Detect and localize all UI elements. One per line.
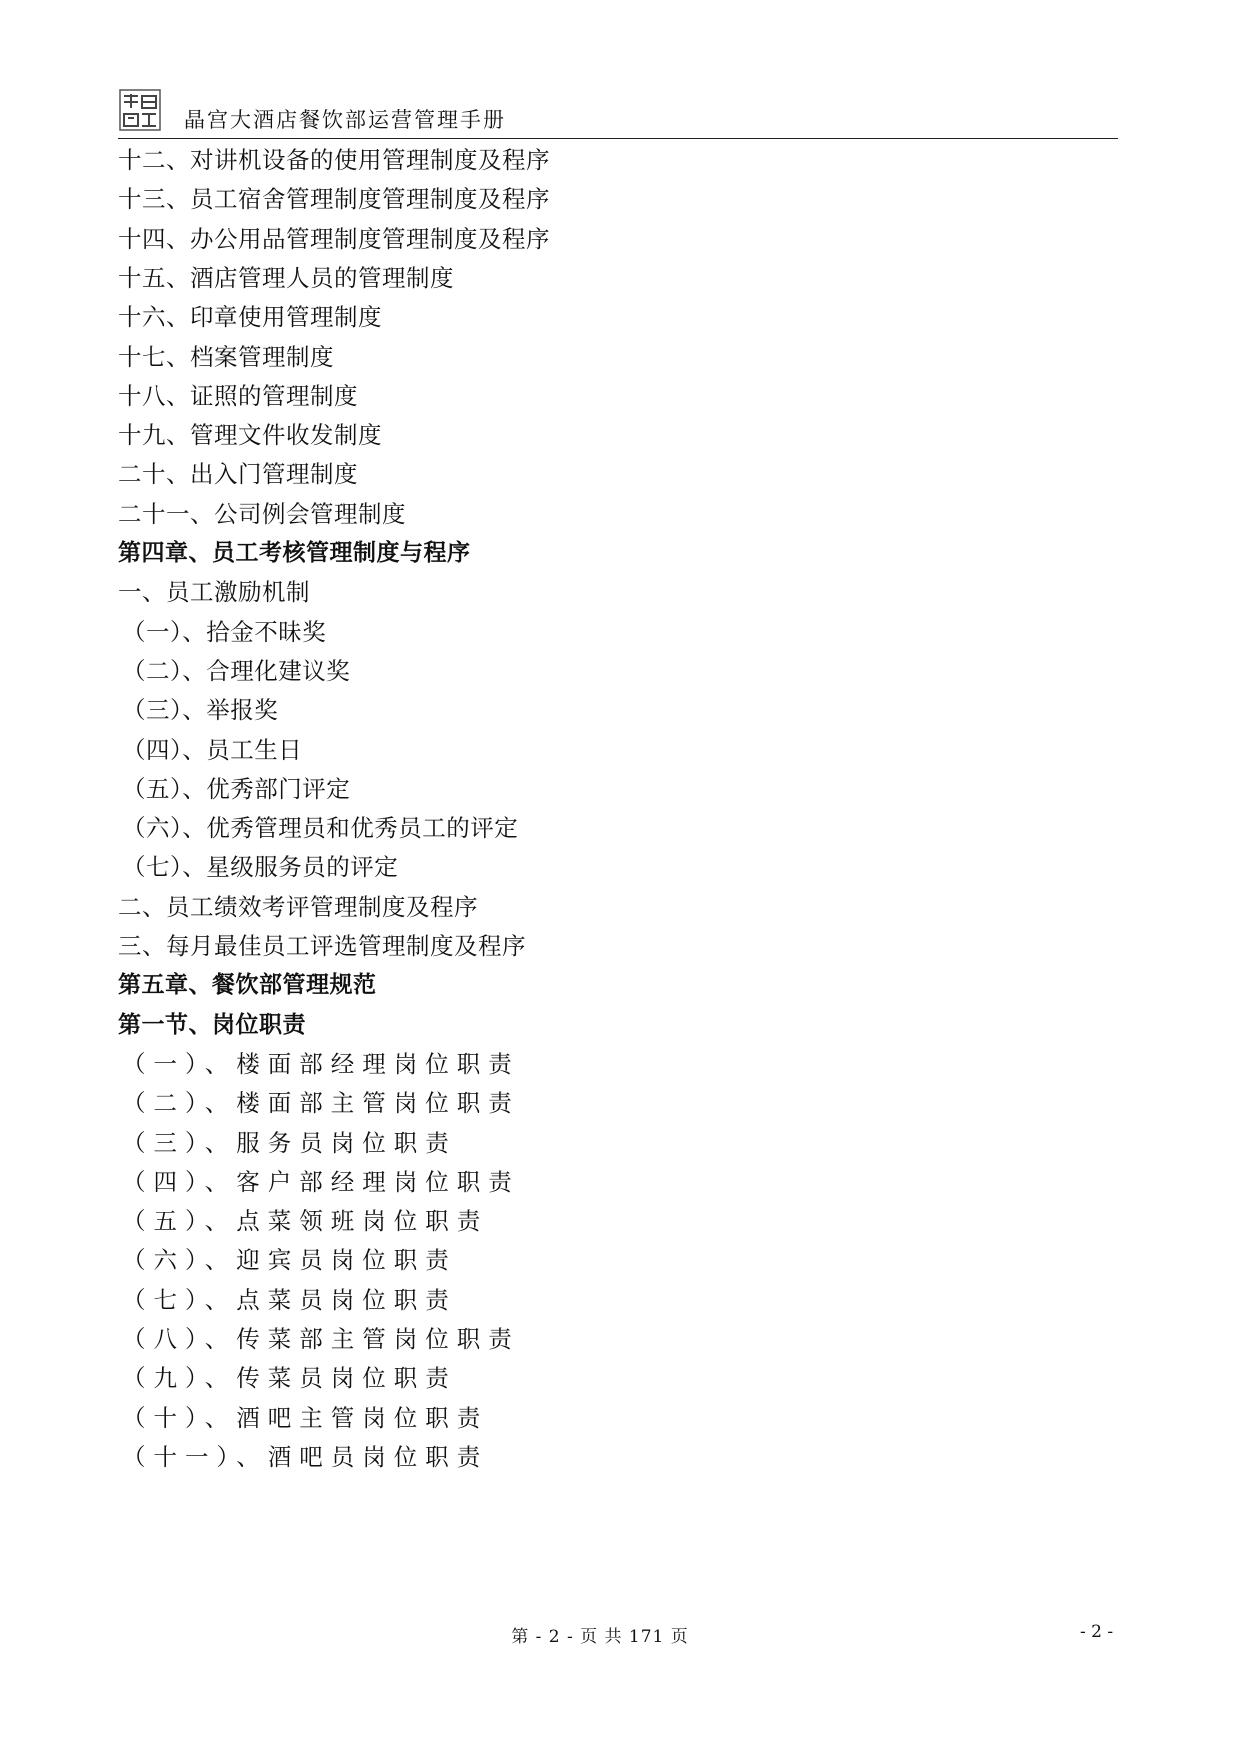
section-heading: 第五章、餐饮部管理规范: [118, 972, 377, 999]
toc-item: 十二、对讲机设备的使用管理制度及程序: [118, 146, 550, 174]
toc-item: 十四、办公用品管理制度管理制度及程序: [118, 224, 550, 253]
toc-item: 三、每月最佳员工评选管理制度及程序: [118, 932, 526, 960]
toc-item: （九）、传菜员岗位职责: [122, 1364, 457, 1393]
toc-item: 十六、印章使用管理制度: [118, 303, 382, 332]
section-heading: 第一节、岗位职责: [118, 1011, 306, 1038]
toc-item: 十三、员工宿舍管理制度管理制度及程序: [118, 185, 550, 214]
toc-item: （六）、优秀管理员和优秀员工的评定: [122, 814, 519, 843]
toc-item: （八）、传菜部主管岗位职责: [122, 1325, 520, 1353]
footer-page-label: 第 - 2 - 页 共 171 页: [511, 1627, 689, 1647]
section-heading: 第四章、员工考核管理制度与程序: [118, 540, 471, 566]
toc-item: （四）、客户部经理岗位职责: [122, 1167, 520, 1196]
toc-item: （五）、点菜领班岗位职责: [122, 1207, 489, 1236]
toc-item: （五）、优秀部门评定: [122, 774, 351, 803]
toc-item: （十）、酒吧主管岗位职责: [122, 1403, 489, 1432]
toc-item: （六）、迎宾员岗位职责: [122, 1246, 457, 1275]
toc-item: 十九、管理文件收发制度: [118, 421, 382, 450]
toc-item: （十一）、酒吧员岗位职责: [122, 1442, 489, 1471]
page-header: [118, 84, 1118, 139]
toc-item: （二）、楼面部主管岗位职责: [122, 1089, 520, 1118]
footer-page-number: - 2 -: [1080, 1622, 1114, 1642]
toc-item: （一）、楼面部经理岗位职责: [122, 1049, 520, 1078]
toc-item: （四）、员工生日: [122, 735, 303, 764]
toc-item: 一、员工激励机制: [118, 578, 310, 607]
toc-item: 十五、酒店管理人员的管理制度: [118, 263, 454, 292]
toc-item: 二十、出入门管理制度: [118, 460, 358, 489]
toc-item: （七）、星级服务员的评定: [122, 853, 399, 882]
toc-item: （三）、服务员岗位职责: [122, 1128, 457, 1157]
toc-item: （一）、拾金不昧奖: [122, 617, 327, 646]
toc-item: （二）、合理化建议奖: [122, 656, 351, 685]
header-title: 晶宫大酒店餐饮部运营管理手册: [184, 108, 506, 132]
hotel-logo-icon: [118, 88, 162, 132]
toc-item: 十八、证照的管理制度: [118, 381, 358, 410]
toc-item: 二十一、公司例会管理制度: [118, 499, 406, 528]
toc-item: 十七、档案管理制度: [118, 342, 334, 371]
toc-item: （三）、举报奖: [122, 696, 279, 725]
toc-item: 二、员工绩效考评管理制度及程序: [118, 892, 478, 921]
toc-item: （七）、点菜员岗位职责: [122, 1285, 457, 1314]
